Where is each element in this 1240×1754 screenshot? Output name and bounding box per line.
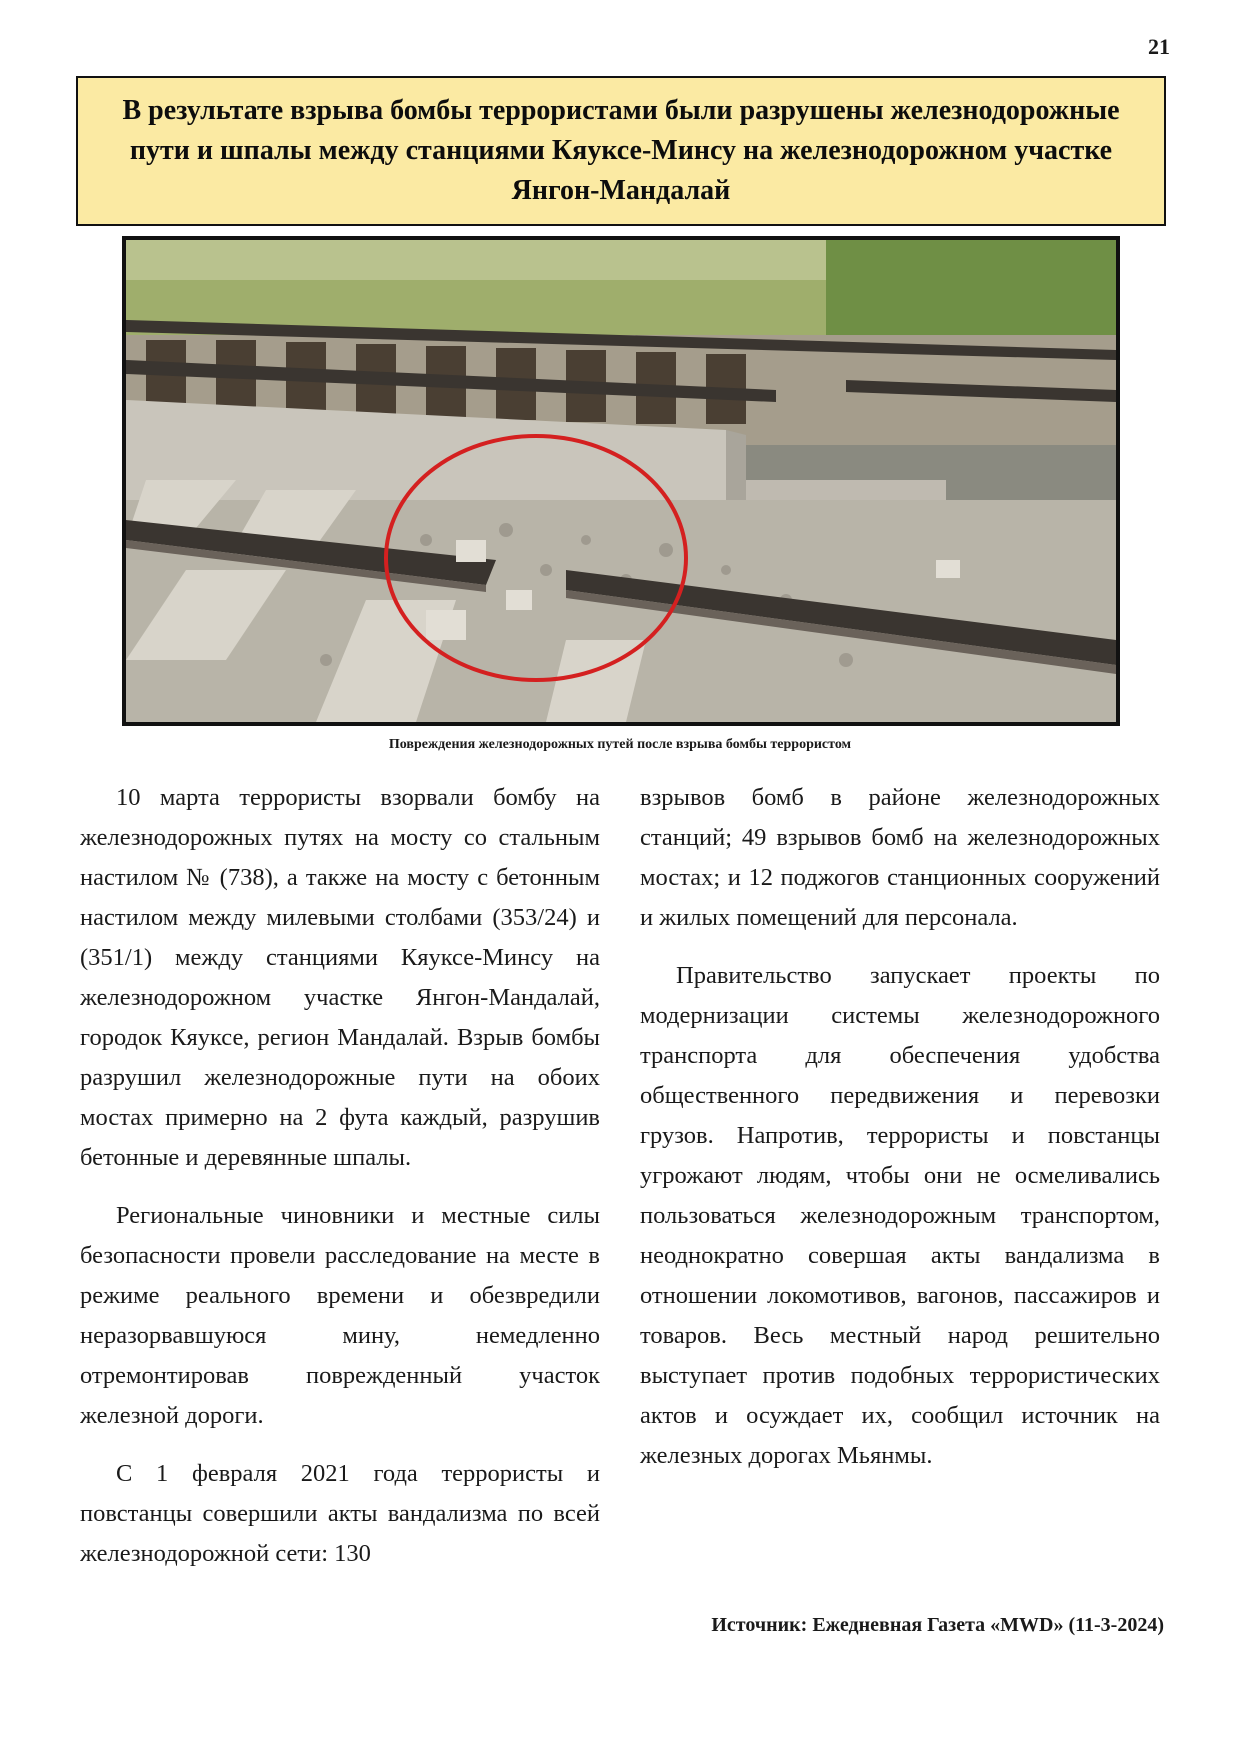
right-column bbox=[640, 778, 1160, 1494]
left-column bbox=[80, 778, 600, 1668]
paragraph: взрывов бомб в районе железнодорожных станций; 49 взрывов бомб на железнодорожных мостах; и 12 поджогов станционных сооружений и жилых помещений для персонала. bbox=[640, 784, 1160, 931]
source-credit: Источник: Ежедневная Газета «MWD» (11-3-2024) bbox=[711, 1614, 1164, 1636]
paragraph: Правительство запускает проекты по модернизации системы железнодорожного транспорта для обеспечения удобства общественного передвижения и перевозки грузов. Напротив, террористы и повстанцы угрожают людям, чтобы они не осмеливались пользоваться железнодорожным транспортом, неоднократно совершая акты вандализма в отношении локомотивов, вагонов, пассажиров и товаров. Весь местный народ решительно выступает против подобных террористических актов и осуждает их, сообщил источник на железных дорогах Мьянмы. bbox=[640, 962, 1160, 1469]
paragraph: С 1 февраля 2021 года террористы и повстанцы совершили акты вандализма по всей железнодорожной сети: 130 bbox=[80, 1460, 600, 1567]
page-number: 21 bbox=[1148, 34, 1170, 59]
news-photo bbox=[122, 236, 1120, 726]
railway-damage-illustration bbox=[126, 240, 1116, 722]
paragraph: 10 марта террористы взорвали бомбу на железнодорожных путях на мосту со стальным настилом № (738), а также на мосту с бетонным настилом между милевыми столбами (353/24) и (351/1) между станциями Кяуксе-Минсу на железнодорожном участке Янгон-Мандалай, городок Кяуксе, регион Мандалай. Взрыв бомбы разрушил железнодорожные пути на обоих мостах примерно на 2 фута каждый, разрушив бетонные и деревянные шпалы. bbox=[80, 784, 600, 1171]
headline: В результате взрыва бомбы террористами были разрушены железнодорожные пути и шпалы между станциями Кяуксе-Минсу на железнодорожном участке Янгон-Мандалай bbox=[122, 95, 1120, 206]
headline-box bbox=[76, 76, 1166, 226]
photo-caption: Повреждения железнодорожных путей после взрыва бомбы террористом bbox=[388, 737, 852, 752]
paragraph: Региональные чиновники и местные силы безопасности провели расследование на месте в режиме реального времени и обезвредили неразорвавшуюся мину, немедленно отремонтировав поврежденный участок железной дороги. bbox=[80, 1202, 600, 1429]
